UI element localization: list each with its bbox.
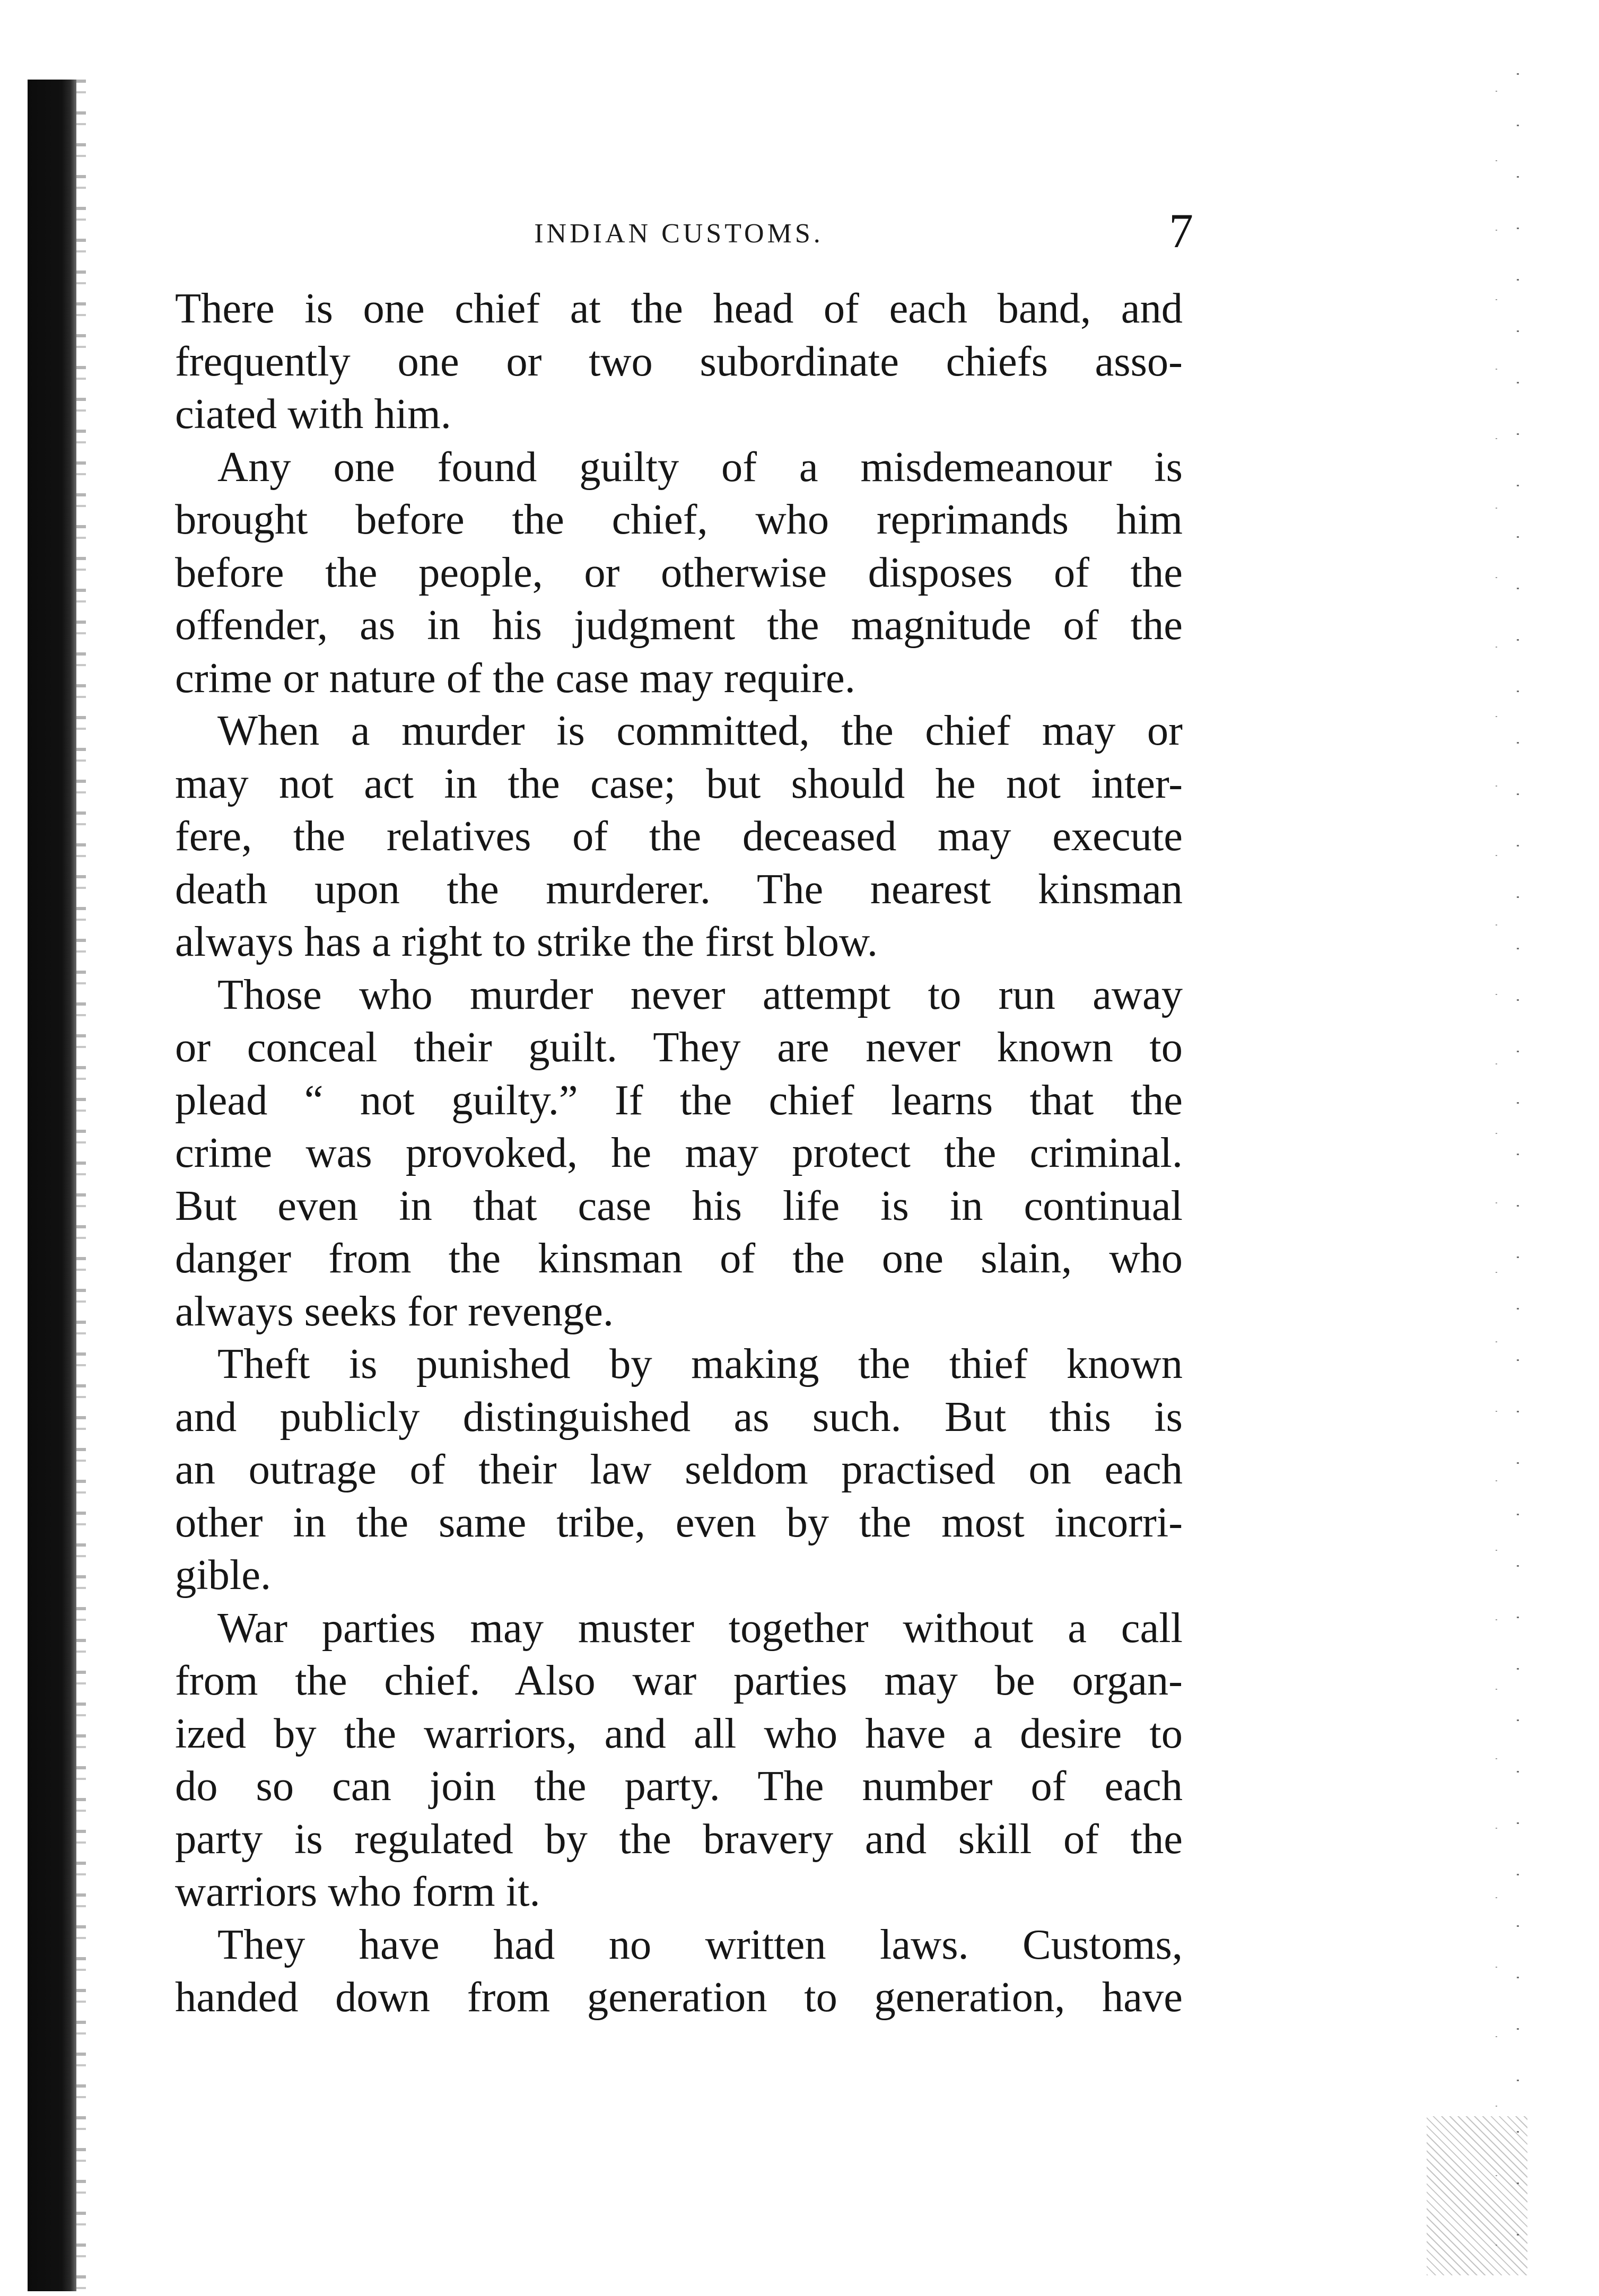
text-line: They have had no written laws. Customs, — [217, 1920, 1183, 1968]
text-line: always seeks for revenge. — [175, 1287, 614, 1335]
scan-margin-noise — [1474, 53, 1533, 2281]
text-line: warriors who form it. — [175, 1868, 540, 1915]
page-binding-edge — [76, 80, 86, 2291]
text-line: Those who murder never attempt to run away — [217, 971, 1183, 1018]
paragraph — [175, 282, 1183, 441]
text-line: But even in that case his life is in continual — [175, 1182, 1183, 1229]
text-line: may not act in the case; but should he not inter- — [175, 759, 1183, 807]
text-line: an outrage of their law seldom practised on each — [175, 1446, 1183, 1493]
text-line: There is one chief at the head of each band, and — [175, 285, 1183, 332]
text-line: When a murder is committed, the chief may or — [217, 707, 1183, 754]
text-line: Any one found guilty of a misdemeanour is — [217, 443, 1183, 491]
text-line: party is regulated by the bravery and skill of the — [175, 1815, 1183, 1863]
text-line: crime was provoked, he may protect the criminal. — [175, 1129, 1183, 1176]
paragraph — [175, 1918, 1183, 2024]
text-line: War parties may muster together without a call — [217, 1604, 1183, 1652]
text-line: brought before the chief, who reprimands him — [175, 496, 1183, 543]
paragraph — [175, 441, 1183, 705]
text-line: from the chief. Also war parties may be organ- — [175, 1657, 1183, 1704]
body-text — [175, 282, 1183, 2024]
text-line: gible. — [175, 1551, 272, 1599]
text-line: other in the same tribe, even by the most incorri- — [175, 1498, 1183, 1546]
text-line: and publicly distinguished as such. But this is — [175, 1393, 1183, 1441]
paragraph — [175, 1602, 1183, 1918]
text-line: do so can join the party. The number of each — [175, 1762, 1183, 1810]
text-line: offender, as in his judgment the magnitude of the — [175, 601, 1183, 649]
scan-corner-noise — [1427, 2116, 1527, 2275]
text-line: always has a right to strike the first blow. — [175, 918, 878, 965]
running-head: INDIAN CUSTOMS. — [534, 218, 824, 249]
paragraph — [175, 704, 1183, 968]
text-line: before the people, or otherwise disposes of the — [175, 548, 1183, 596]
text-line: or conceal their guilt. They are never known to — [175, 1024, 1183, 1071]
paragraph — [175, 968, 1183, 1338]
text-line: ized by the warriors, and all who have a desire to — [175, 1709, 1183, 1757]
text-line: fere, the relatives of the deceased may execute — [175, 813, 1183, 860]
text-line: plead “ not guilty.” If the chief learns that the — [175, 1076, 1183, 1124]
text-line: death upon the murderer. The nearest kinsman — [175, 865, 1183, 913]
text-line: handed down from generation to generation, have — [175, 1974, 1183, 2021]
page-binding-shadow — [28, 80, 76, 2291]
page-number: 7 — [1169, 204, 1193, 258]
text-line: crime or nature of the case may require. — [175, 654, 855, 702]
paragraph — [175, 1338, 1183, 1602]
text-line: danger from the kinsman of the one slain, who — [175, 1235, 1183, 1282]
text-line: frequently one or two subordinate chiefs asso- — [175, 337, 1183, 385]
text-line: ciated with him. — [175, 390, 451, 438]
text-line: Theft is punished by making the thief known — [217, 1340, 1183, 1387]
